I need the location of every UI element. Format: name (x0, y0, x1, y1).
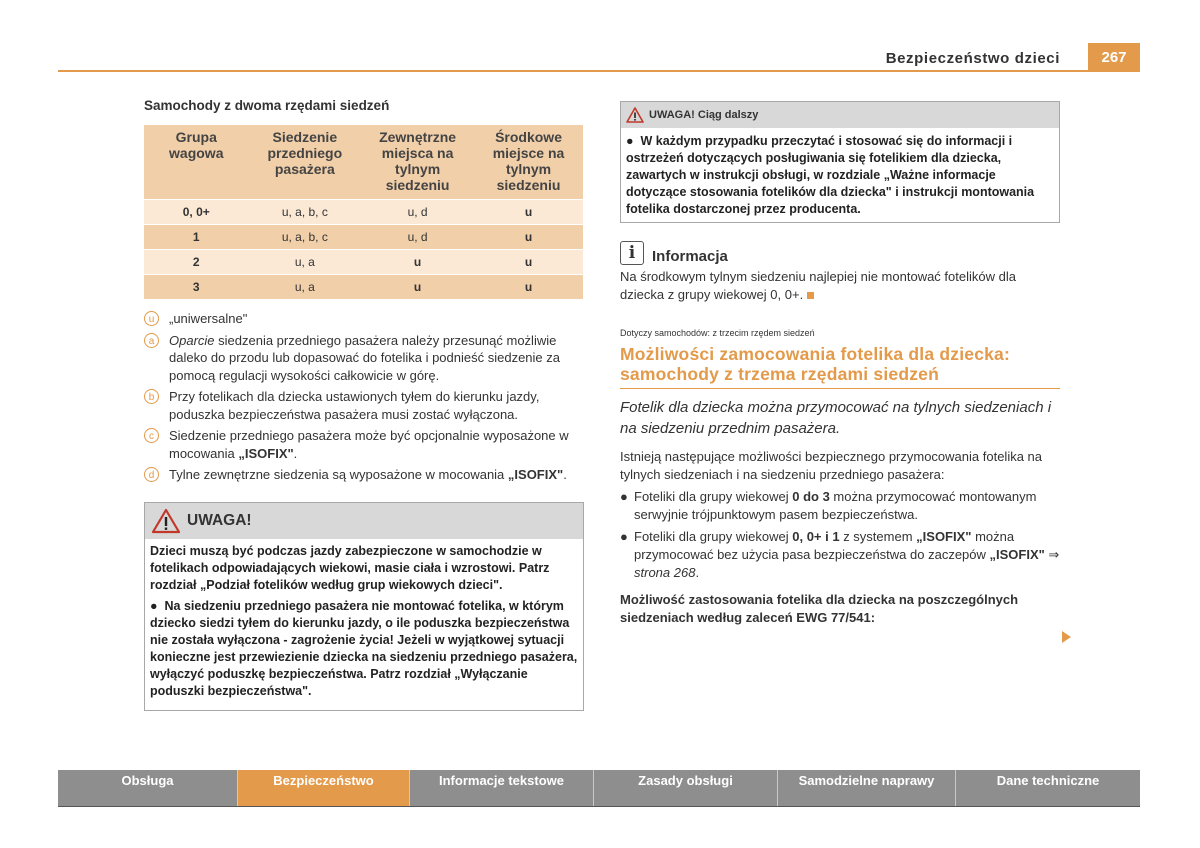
continued-warning-text: W każdym przypadku przeczytać i stosować się do informacji i ostrzeżeń dotyczących posługiwania się fotelikiem dla dziecka, zawartych w instrukcji obsługi, w rozdziale „Ważne informacje dotyczące stosowania fotelików dla dziecka" i instrukcji montowania fotelika dostarczonej przez producenta. (626, 134, 1035, 216)
footnote-emphasis: Oparcie (169, 332, 215, 348)
continued-warning-header (621, 102, 1059, 128)
table-header-cell: Środkowe miejsce na tylnym siedzeniu (474, 125, 583, 200)
table-cell: u (361, 250, 474, 275)
table-cell: u, a, b, c (249, 225, 362, 250)
warning-paragraph (150, 598, 578, 700)
footnote-item (144, 310, 584, 328)
table-row (144, 200, 583, 225)
footnote-text: „uniwersalne" (169, 311, 248, 326)
info-header (620, 241, 1060, 265)
table-cell: 3 (144, 275, 249, 300)
warning-title: UWAGA! (187, 511, 252, 529)
table-row (144, 275, 583, 300)
end-of-section-icon (807, 292, 814, 299)
info-icon: i (620, 241, 644, 265)
info-text-body: Na środkowym tylnym siedzeniu najlepiej nie montować fotelików dla dziecka z grupy wiekowej 0, 0+. (620, 269, 1016, 302)
table-cell: u (474, 200, 583, 225)
footer-tab-bezpieczenstwo[interactable]: Bezpieczeństwo (238, 770, 410, 806)
warning-box (144, 502, 584, 711)
text-span: można przymocować montowanym serwyjnie trójpunktowym pasem bezpieczeństwa. (634, 489, 1037, 522)
text-bold: „ISOFIX" (989, 547, 1045, 562)
footnote-item (144, 427, 584, 462)
footnote-item (144, 388, 584, 423)
seat-table (144, 125, 583, 299)
left-column (144, 98, 584, 711)
table-header-cell: Grupa wagowa (144, 125, 249, 200)
table-cell: u, a (249, 250, 362, 275)
footer-tab-obsluga[interactable]: Obsługa (58, 770, 238, 806)
table-row (144, 225, 583, 250)
table-cell: u (474, 225, 583, 250)
bullet-icon: ● (620, 529, 628, 544)
footnote-text (169, 427, 584, 462)
table-title: Samochody z dwoma rzędami siedzeń (144, 98, 390, 113)
footer-tab-samodzielne-naprawy[interactable]: Samodzielne naprawy (778, 770, 956, 806)
info-title: Informacja (652, 248, 728, 265)
section-lead: Fotelik dla dziecka można przymocować na tylnych siedzeniach i na siedzeniu przednim pasażera. (620, 399, 1052, 437)
footnote-badge: a (144, 333, 159, 348)
bullet-icon: ● (620, 489, 628, 504)
continued-warning-body (621, 128, 1059, 222)
info-text (620, 268, 1060, 304)
bullet-icon: ● (626, 134, 641, 148)
list-item-text (634, 528, 1060, 582)
continued-warning-title: UWAGA! Ciąg dalszy (649, 109, 759, 121)
table-cell: u (361, 275, 474, 300)
warning-header (145, 503, 583, 539)
text-span: można przymocować bez użycia pasa bezpieczeństwa do zaczepów (634, 529, 1015, 562)
text-span: . (695, 565, 700, 580)
warning-paragraph: Dzieci muszą być podczas jazdy zabezpieczone w samochodzie w fotelikach odpowiadających wiekowi, masie ciała i wzrostowi. Patrz rozdział „Podział fotelików według grup wiekowych dzieci". (150, 543, 550, 592)
arrow-glyph: ⇒ (1044, 547, 1060, 562)
footnote-badge: c (144, 428, 159, 443)
right-column (620, 101, 1060, 627)
list-item (620, 528, 1060, 582)
footnote-text (169, 466, 567, 484)
page-reference-link[interactable]: strona 268 (634, 565, 696, 580)
footnote-text (169, 332, 584, 385)
footnote-bold: „ISOFIX" (238, 445, 294, 461)
footnote-badge: u (144, 311, 159, 326)
table-cell: u, a, b, c (249, 200, 362, 225)
warning-body (145, 539, 583, 710)
footer-tab-informacje-tekstowe[interactable]: Informacje tekstowe (410, 770, 594, 806)
page-header-title: Bezpieczeństwo dzieci (885, 50, 1060, 67)
section-closing: Możliwość zastosowania fotelika dla dziecka na poszczególnych siedzeniach według zaleceń EWG 77/541: (620, 592, 1019, 625)
footer-nav (58, 770, 1140, 807)
table-footnotes (144, 310, 584, 484)
footnote-body: Tylne zewnętrzne siedzenia są wyposażone w mocowania (169, 467, 508, 482)
footnote-body: siedzenia przedniego pasażera należy przesunąć możliwie daleko do przodu lub dopasować do fotelika i podnieść siedzenie za pomocą regulacji wysokości całkowicie w górę. (169, 332, 560, 383)
table-cell: u, a (249, 275, 362, 300)
table-header-cell: Zewnętrzne miejsca na tylnym siedzeniu (361, 125, 474, 200)
text-span: Foteliki dla grupy wiekowej (634, 529, 793, 544)
table-cell: 2 (144, 250, 249, 275)
footer-tab-zasady-obslugi[interactable]: Zasady obsługi (594, 770, 778, 806)
continued-warning-box (620, 101, 1060, 223)
table-header-cell: Siedzenie przedniego pasażera (249, 125, 362, 200)
section-title: Możliwości zamocowania fotelika dla dziecka: samochody z trzema rzędami siedzeń (620, 344, 1060, 389)
warning-triangle-icon (626, 107, 644, 123)
table-cell: u (474, 275, 583, 300)
next-page-arrow-icon[interactable] (1062, 631, 1071, 643)
table-cell: 1 (144, 225, 249, 250)
footnote-bold: „ISOFIX" (507, 467, 564, 482)
table-cell: u, d (361, 225, 474, 250)
applies-to-note: Dotyczy samochodów: z trzecim rzędem siedzeń (620, 328, 815, 338)
table-cell: 0, 0+ (144, 200, 249, 225)
page-number: 267 (1088, 43, 1140, 72)
warning-triangle-icon (151, 508, 181, 534)
text-bold: 0, 0+ i 1 (792, 529, 840, 544)
footnote-item (144, 332, 584, 385)
section-intro: Istnieją następujące możliwości bezpiecznego przymocowania fotelika na tylnych siedzeniach i na siedzeniu przedniego pasażera: (620, 449, 1043, 482)
text-span: Foteliki dla grupy wiekowej (634, 489, 793, 504)
bullet-icon: ● (150, 598, 165, 613)
footnote-tail: . (563, 467, 567, 482)
footnote-item (144, 466, 584, 484)
list-item (620, 488, 1060, 524)
warning-paragraph-text: Na siedzeniu przedniego pasażera nie montować fotelika, w którym dziecko siedzi tyłem do kierunku jazdy, o ile poduszka bezpieczeństwa nie została wyłączona - zagrożenie życia! Jeżeli w wyjątkowej sytuacji konieczne jest przewiezienie dziecka na siedzeniu przedniego pasażera, wyłączyć poduszkę bezpieczeństwa. Patrz rozdział „Wyłączanie poduszki bezpieczeństwa". (150, 598, 578, 698)
footnote-badge: b (144, 389, 159, 404)
table-header-row (144, 125, 583, 200)
table-row (144, 250, 583, 275)
table-cell: u (474, 250, 583, 275)
text-bold: 0 do 3 (792, 489, 830, 504)
table-cell: u, d (361, 200, 474, 225)
list-item-text (634, 488, 1060, 524)
text-span: z systemem (839, 529, 917, 544)
footnote-text: Przy fotelikach dla dziecka ustawionych tyłem do kierunku jazdy, poduszka bezpieczeństwa pasażera musi zostać wyłączona. (169, 389, 540, 422)
footer-tab-dane-techniczne[interactable]: Dane techniczne (996, 773, 1100, 788)
header-divider (58, 70, 1088, 72)
footnote-tail: . (293, 445, 298, 461)
text-bold: „ISOFIX" (916, 529, 972, 544)
footnote-body: Siedzenie przedniego pasażera może być opcjonalnie wyposażone w mocowania (169, 428, 569, 461)
footnote-badge: d (144, 467, 159, 482)
